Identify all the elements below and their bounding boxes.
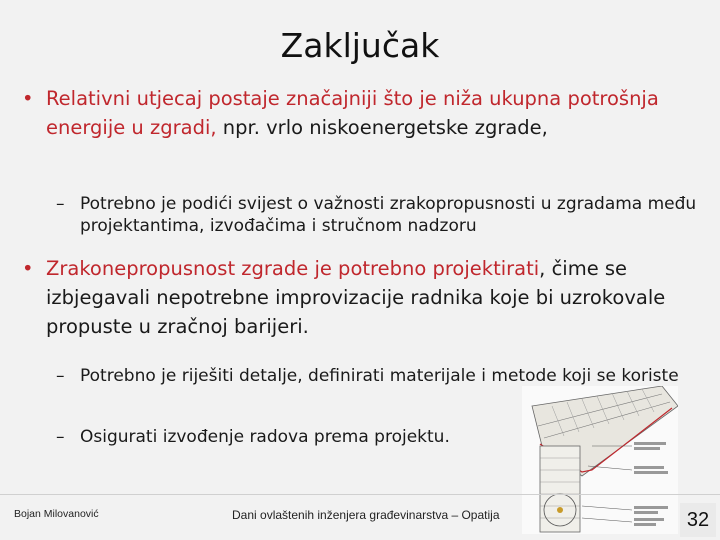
sub-bullet-marker: – [56,427,65,447]
sub-bullet-3-text: Osigurati izvođenje radova prema projektu. [80,427,450,447]
bullet-marker: • [22,87,34,110]
bullet-2-rest: , čime se izbjegavali nepotrebne improvizacije radnika koje bi uzrokovale propuste u zračnoj barijeri. [46,257,666,338]
bullet-1-text [46,84,686,142]
sub-bullet-1-text: Potrebno je podići svijest o važnosti zrakopropusnosti u zgradama među projektantima, izvođačima i stručnom nadzoru [80,194,697,236]
footer-divider [0,494,720,495]
footer-author: Bojan Milovanović [14,508,99,520]
roof-detail-diagram [522,386,678,534]
footer-conference: Dani ovlaštenih inženjera građevinarstva – Opatija [232,508,500,522]
page-number: 32 [680,503,716,537]
bullet-2-text [46,254,696,341]
bullet-1-rest: npr. vrlo niskoenergetske zgrade, [216,116,548,139]
bullet-marker: • [22,257,34,280]
roof-detail-drawing [522,386,678,534]
bullet-1-highlight: Relativni utjecaj postaje značajniji što je niža ukupna potrošnja energije u zgradi, [46,87,659,139]
sub-bullet-2-text: Potrebno je riješiti detalje, definirati materijale i metode koji se koriste [80,366,679,386]
slide-title: Zaključak [280,26,440,65]
bullet-2-highlight: Zrakonepropusnost zgrade je potrebno projektirati [46,257,540,280]
sub-bullet-marker: – [56,194,65,214]
sub-bullet-marker: – [56,366,65,386]
